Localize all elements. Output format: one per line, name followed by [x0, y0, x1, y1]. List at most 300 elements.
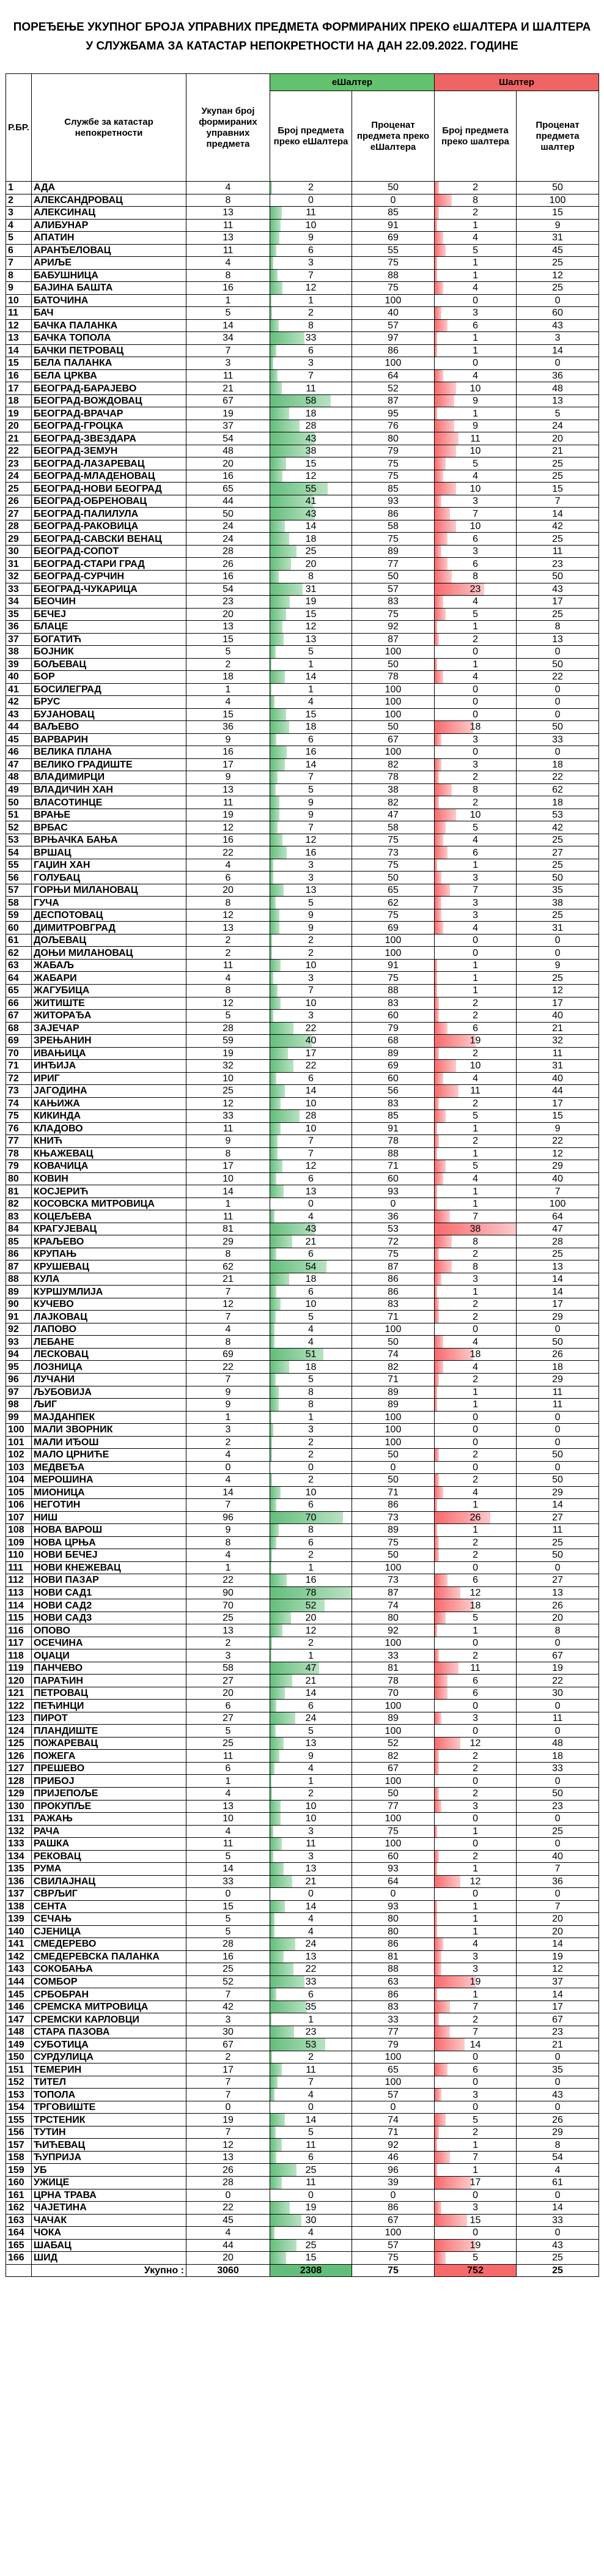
service-name: БЕОГРАД-СУРЧИН	[32, 570, 186, 583]
esalter-count	[270, 2164, 352, 2177]
esalter-percent: 85	[352, 207, 435, 220]
page-title: ПОРЕЂЕЊЕ УКУПНОГ БРОЈА УПРАВНИХ ПРЕДМЕТА ФОРМИРАНИХ ПРЕКО еШАЛТЕРА И ШАЛТЕРА У СЛУЖБАМА ЗА КАТАСТАР НЕПОКРЕТНОСТИ НА ДАН 22.09.2022. ГОДИНЕ	[13, 21, 591, 53]
salter-databar	[435, 232, 443, 244]
table-row	[6, 1750, 599, 1763]
row-number: 146	[6, 2000, 32, 2013]
esalter-count	[270, 1461, 352, 1474]
salter-percent: 19	[517, 1662, 599, 1675]
row-number: 149	[6, 2038, 32, 2051]
row-number: 36	[6, 621, 32, 634]
cell-value: 1	[473, 659, 478, 670]
cell-value: 26	[470, 1512, 481, 1523]
salter-count	[435, 1549, 517, 1562]
esalter-percent: 100	[352, 2227, 435, 2240]
service-name: БЕОГРАД-ВОЖДОВАЦ	[32, 394, 186, 407]
row-number: 5	[6, 232, 32, 245]
esalter-databar	[270, 2252, 286, 2264]
salter-percent: 9	[517, 219, 599, 232]
esalter-count	[270, 1725, 352, 1738]
service-name: БАБУШНИЦА	[32, 269, 186, 282]
cell-value: 5	[473, 1161, 478, 1172]
total-count: 24	[186, 520, 270, 533]
cell-value: 0	[473, 697, 478, 708]
cell-value: 2	[308, 308, 314, 319]
total-count: 12	[186, 1298, 270, 1311]
salter-databar	[435, 972, 437, 984]
esalter-databar	[270, 1926, 274, 1938]
esalter-databar	[270, 1235, 292, 1248]
table-row	[6, 608, 599, 621]
esalter-percent: 55	[352, 244, 435, 257]
table-row	[6, 1950, 599, 1963]
salter-count	[435, 1210, 517, 1223]
salter-percent: 0	[517, 357, 599, 370]
esalter-count	[270, 1950, 352, 1963]
row-number: 136	[6, 1875, 32, 1888]
salter-databar	[435, 2152, 450, 2164]
table-row	[6, 1311, 599, 1323]
esalter-percent: 0	[352, 2101, 435, 2114]
salter-databar	[435, 257, 437, 269]
salter-count	[435, 1524, 517, 1537]
cell-value: 9	[308, 232, 314, 243]
esalter-count	[270, 1135, 352, 1148]
cell-value: 4	[308, 1324, 314, 1335]
table-row	[6, 194, 599, 207]
total-count: 70	[186, 1599, 270, 1612]
esalter-databar	[270, 1260, 326, 1273]
cell-value: 13	[305, 1186, 317, 1197]
esalter-percent: 100	[352, 1561, 435, 1574]
cell-value: 15	[305, 609, 317, 620]
salter-databar	[435, 2164, 437, 2176]
service-name: АЛЕКСИНАЦ	[32, 207, 186, 220]
salter-percent: 12	[517, 985, 599, 997]
cell-value: 10	[305, 1813, 317, 1824]
table-row	[6, 997, 599, 1010]
esalter-databar	[270, 972, 273, 984]
row-number: 25	[6, 483, 32, 495]
salter-databar	[435, 1010, 439, 1022]
salter-databar	[435, 1524, 437, 1536]
total-count: 22	[186, 2202, 270, 2215]
cell-value: 0	[473, 1424, 478, 1435]
total-count: 13	[186, 783, 270, 796]
esalter-percent: 75	[352, 859, 435, 872]
cell-value: 17	[470, 2177, 481, 2188]
row-number: 82	[6, 1197, 32, 1210]
salter-count	[435, 1888, 517, 1901]
salter-percent: 21	[517, 1022, 599, 1035]
esalter-percent: 0	[352, 1197, 435, 1210]
esalter-databar	[270, 2215, 301, 2227]
table-row	[6, 1449, 599, 1462]
salter-databar	[435, 1863, 437, 1875]
total-count: 5	[186, 1725, 270, 1738]
cell-value: 1	[473, 621, 478, 632]
cell-value: 0	[473, 358, 478, 369]
cell-value: 4	[473, 1361, 478, 1372]
salter-databar	[435, 1349, 473, 1361]
salter-count	[435, 407, 517, 420]
service-name: ДОЉЕВАЦ	[32, 934, 186, 947]
service-name: УЖИЦЕ	[32, 2176, 186, 2189]
esalter-count	[270, 382, 352, 395]
cell-value: 8	[308, 1386, 314, 1397]
esalter-percent: 0	[352, 2189, 435, 2202]
esalter-count	[270, 1662, 352, 1675]
salter-count	[435, 470, 517, 483]
esalter-percent: 57	[352, 583, 435, 596]
table-row	[6, 483, 599, 495]
salter-percent: 0	[517, 294, 599, 307]
cell-value: 18	[470, 1600, 481, 1611]
esalter-count	[270, 846, 352, 859]
salter-percent: 43	[517, 583, 599, 596]
cell-value: 0	[473, 1725, 478, 1736]
salter-databar	[435, 495, 441, 508]
cell-value: 3	[473, 1951, 478, 1962]
esalter-count	[270, 809, 352, 821]
row-number: 106	[6, 1499, 32, 1512]
cell-value: 31	[305, 583, 317, 594]
cell-value: 25	[305, 546, 317, 557]
cell-value: 1	[473, 960, 478, 971]
esalter-percent: 88	[352, 1963, 435, 1976]
esalter-databar	[270, 709, 286, 721]
salter-databar	[435, 1248, 439, 1260]
total-count: 3	[186, 2013, 270, 2026]
salter-databar	[435, 1474, 439, 1486]
row-number: 119	[6, 1662, 32, 1675]
table-row	[6, 721, 599, 734]
esalter-percent: 100	[352, 646, 435, 659]
cell-value: 51	[305, 1349, 317, 1360]
esalter-count	[270, 834, 352, 846]
cell-value: 5	[308, 1725, 314, 1736]
table-row	[6, 319, 599, 332]
esalter-percent: 47	[352, 809, 435, 821]
esalter-databar	[270, 1963, 293, 1975]
cell-value: 1	[473, 2164, 478, 2175]
table-row	[6, 596, 599, 609]
service-name: КРУПАЊ	[32, 1248, 186, 1260]
esalter-count	[270, 1160, 352, 1173]
salter-percent: 7	[517, 495, 599, 508]
esalter-databar	[270, 2139, 282, 2151]
cell-value: 2	[308, 182, 314, 193]
salter-percent: 0	[517, 1725, 599, 1738]
salter-databar	[435, 1361, 443, 1373]
cell-value: 2	[473, 997, 478, 1009]
cell-value: 14	[305, 672, 317, 683]
cell-value: 12	[470, 1738, 481, 1749]
salter-percent: 17	[517, 596, 599, 609]
table-row	[6, 909, 599, 922]
esalter-count	[270, 1436, 352, 1449]
service-name: АРАНЂЕЛОВАЦ	[32, 244, 186, 257]
esalter-percent: 100	[352, 1323, 435, 1336]
salter-databar	[435, 821, 446, 834]
table-row	[6, 1486, 599, 1499]
salter-percent: 14	[517, 1988, 599, 2001]
total-count: 27	[186, 1675, 270, 1687]
service-name: ПРИЈЕПОЉЕ	[32, 1788, 186, 1801]
cell-value: 2	[308, 2052, 314, 2063]
total-count: 12	[186, 909, 270, 922]
salter-databar	[435, 2240, 476, 2252]
table-row	[6, 294, 599, 307]
table-row	[6, 1675, 599, 1687]
salter-percent: 0	[517, 2101, 599, 2114]
cell-value: 15	[305, 458, 317, 469]
total-count: 28	[186, 545, 270, 558]
salter-count	[435, 194, 517, 207]
row-number: 143	[6, 1963, 32, 1976]
row-number: 148	[6, 2026, 32, 2038]
esalter-percent: 93	[352, 1863, 435, 1876]
cell-value: 54	[305, 1261, 317, 1272]
salter-count	[435, 783, 517, 796]
total-count: 1	[186, 1775, 270, 1788]
salter-percent: 48	[517, 1737, 599, 1750]
service-name: ПЕЋИНЦИ	[32, 1700, 186, 1712]
row-number: 46	[6, 746, 32, 759]
cell-value: 58	[305, 396, 317, 407]
esalter-percent: 100	[352, 294, 435, 307]
cell-value: 3	[308, 257, 314, 268]
total-count: 4	[186, 696, 270, 709]
salter-databar	[435, 1235, 452, 1248]
salter-count	[435, 1574, 517, 1587]
esalter-count	[270, 194, 352, 207]
salter-percent: 50	[517, 872, 599, 884]
cell-value: 2	[473, 1136, 478, 1147]
salter-percent: 50	[517, 1788, 599, 1801]
esalter-databar	[270, 370, 278, 382]
cell-value: 12	[305, 1625, 317, 1636]
cell-value: 33	[305, 333, 317, 344]
salter-databar	[435, 270, 437, 282]
salter-count	[435, 1913, 517, 1926]
salter-percent: 40	[517, 1072, 599, 1085]
row-number: 32	[6, 570, 32, 583]
total-count: 16	[186, 834, 270, 846]
table-row	[6, 219, 599, 232]
salter-count	[435, 1788, 517, 1801]
esalter-databar	[270, 1549, 272, 1561]
table-row	[6, 1737, 599, 1750]
total-count: 16	[186, 470, 270, 483]
row-number: 95	[6, 1361, 32, 1374]
service-name: МЕДВЕЂА	[32, 1461, 186, 1474]
cell-value: 2	[473, 207, 478, 218]
cell-value: 16	[305, 1575, 317, 1586]
esalter-percent: 0	[352, 1461, 435, 1474]
service-name: ЧАЈЕТИНА	[32, 2202, 186, 2215]
row-number: 2	[6, 194, 32, 207]
salter-percent: 0	[517, 1838, 599, 1851]
total-count: 18	[186, 671, 270, 684]
esalter-percent: 100	[352, 746, 435, 759]
esalter-databar	[270, 1449, 272, 1461]
total-count: 29	[186, 1235, 270, 1248]
esalter-percent: 86	[352, 1499, 435, 1512]
table-row	[6, 382, 599, 395]
esalter-count	[270, 1072, 352, 1085]
salter-databar	[435, 1750, 439, 1762]
cell-value: 7	[473, 2027, 478, 2038]
salter-count	[435, 1298, 517, 1311]
esalter-count	[270, 1511, 352, 1524]
total-count: 6	[186, 872, 270, 884]
cell-value: 2	[473, 1851, 478, 1862]
cell-value: 18	[305, 533, 317, 544]
row-number: 50	[6, 796, 32, 809]
cell-value: 14	[305, 1086, 317, 1097]
esalter-databar	[270, 1073, 276, 1085]
esalter-databar	[270, 1173, 276, 1185]
service-name: ЖАБАРИ	[32, 972, 186, 985]
total-count: 5	[186, 1913, 270, 1926]
service-name: СЕНТА	[32, 1900, 186, 1913]
salter-count	[435, 1536, 517, 1549]
esalter-databar	[270, 1738, 284, 1750]
row-number: 64	[6, 972, 32, 985]
salter-count	[435, 1223, 517, 1235]
cell-value: 10	[470, 1060, 481, 1071]
salter-databar	[435, 771, 439, 783]
header-s-procenat: Проценат предмета шалтер	[517, 91, 599, 182]
service-name: ЖАБАЉ	[32, 959, 186, 972]
cell-value: 47	[305, 1663, 317, 1674]
cell-value: 2	[308, 1788, 314, 1799]
cell-value: 38	[470, 1224, 481, 1235]
salter-percent: 31	[517, 1060, 599, 1073]
table-row	[6, 1474, 599, 1487]
service-name: БЕОГРАД-ВРАЧАР	[32, 407, 186, 420]
esalter-percent: 71	[352, 1373, 435, 1386]
esalter-count	[270, 1323, 352, 1336]
salter-percent: 67	[517, 2013, 599, 2026]
salter-databar	[435, 571, 452, 583]
row-number: 62	[6, 947, 32, 960]
row-number: 127	[6, 1762, 32, 1775]
salter-percent: 50	[517, 1449, 599, 1462]
esalter-percent: 50	[352, 570, 435, 583]
cell-value: 3	[473, 1713, 478, 1724]
esalter-count	[270, 219, 352, 232]
table-row	[6, 1085, 599, 1098]
salter-count	[435, 985, 517, 997]
esalter-count	[270, 708, 352, 721]
salter-percent: 25	[517, 457, 599, 470]
service-name: СВИЛАЈНАЦ	[32, 1875, 186, 1888]
table-row	[6, 1687, 599, 1700]
esalter-percent: 89	[352, 1386, 435, 1399]
cell-value: 4	[473, 1073, 478, 1084]
row-number: 58	[6, 897, 32, 909]
total-count: 6	[186, 1762, 270, 1775]
cell-value: 1	[473, 1864, 478, 1875]
salter-databar	[435, 220, 437, 232]
table-row	[6, 2227, 599, 2240]
table-row	[6, 420, 599, 432]
service-name: НОВА ВАРОШ	[32, 1524, 186, 1537]
cell-value: 2	[473, 1449, 478, 1460]
service-name: БЕОГРАД-НОВИ БЕОГРАД	[32, 483, 186, 495]
service-name: БЕОГРАД-РАКОВИЦА	[32, 520, 186, 533]
total-count: 67	[186, 2038, 270, 2051]
salter-count	[435, 1260, 517, 1273]
cell-value: 9	[308, 1750, 314, 1761]
salter-count	[435, 1185, 517, 1198]
cell-value: 8	[308, 1399, 314, 1410]
total-count: 42	[186, 2000, 270, 2013]
salter-count	[435, 1311, 517, 1323]
esalter-percent: 100	[352, 2051, 435, 2063]
esalter-databar	[270, 935, 272, 947]
cell-value: 5	[308, 785, 314, 795]
esalter-percent: 79	[352, 1022, 435, 1035]
cell-value: 11	[306, 2139, 316, 2150]
cell-value: 13	[305, 1951, 317, 1962]
salter-databar	[435, 1901, 437, 1913]
esalter-databar	[270, 1838, 282, 1850]
table-row	[6, 1536, 599, 1549]
salter-percent: 25	[517, 1825, 599, 1838]
esalter-percent: 100	[352, 934, 435, 947]
table-row	[6, 1499, 599, 1512]
salter-databar	[435, 2114, 446, 2126]
table-row	[6, 1561, 599, 1574]
total-count: 8	[186, 1336, 270, 1349]
esalter-count	[270, 570, 352, 583]
salter-count	[435, 1963, 517, 1976]
esalter-count	[270, 2139, 352, 2152]
row-number: 74	[6, 1097, 32, 1110]
salter-percent: 0	[517, 1813, 599, 1826]
cell-value: 2	[473, 1475, 478, 1486]
esalter-percent: 80	[352, 1925, 435, 1938]
service-name: ЧОКА	[32, 2227, 186, 2240]
row-number: 98	[6, 1399, 32, 1412]
esalter-percent: 65	[352, 2063, 435, 2076]
salter-databar	[435, 960, 437, 972]
esalter-databar	[270, 834, 282, 846]
salter-percent: 20	[517, 1913, 599, 1926]
salter-count	[435, 1197, 517, 1210]
table-row	[6, 1135, 599, 1148]
service-name: АДА	[32, 182, 186, 194]
salter-percent: 50	[517, 182, 599, 194]
cell-value: 5	[473, 1613, 478, 1624]
table-row	[6, 520, 599, 533]
cell-value: 17	[305, 1048, 317, 1059]
cell-value: 11	[470, 1663, 481, 1674]
salter-percent: 5	[517, 407, 599, 420]
cell-value: 9	[308, 910, 314, 921]
cell-value: 8	[473, 571, 478, 582]
cell-value: 9	[308, 922, 314, 933]
service-name: БРУС	[32, 696, 186, 709]
table-row	[6, 1411, 599, 1424]
salter-percent: 21	[517, 445, 599, 457]
cell-value: 6	[473, 1575, 478, 1586]
cell-value: 6	[308, 245, 314, 256]
total-count: 21	[186, 1273, 270, 1286]
total-count: 26	[186, 558, 270, 571]
